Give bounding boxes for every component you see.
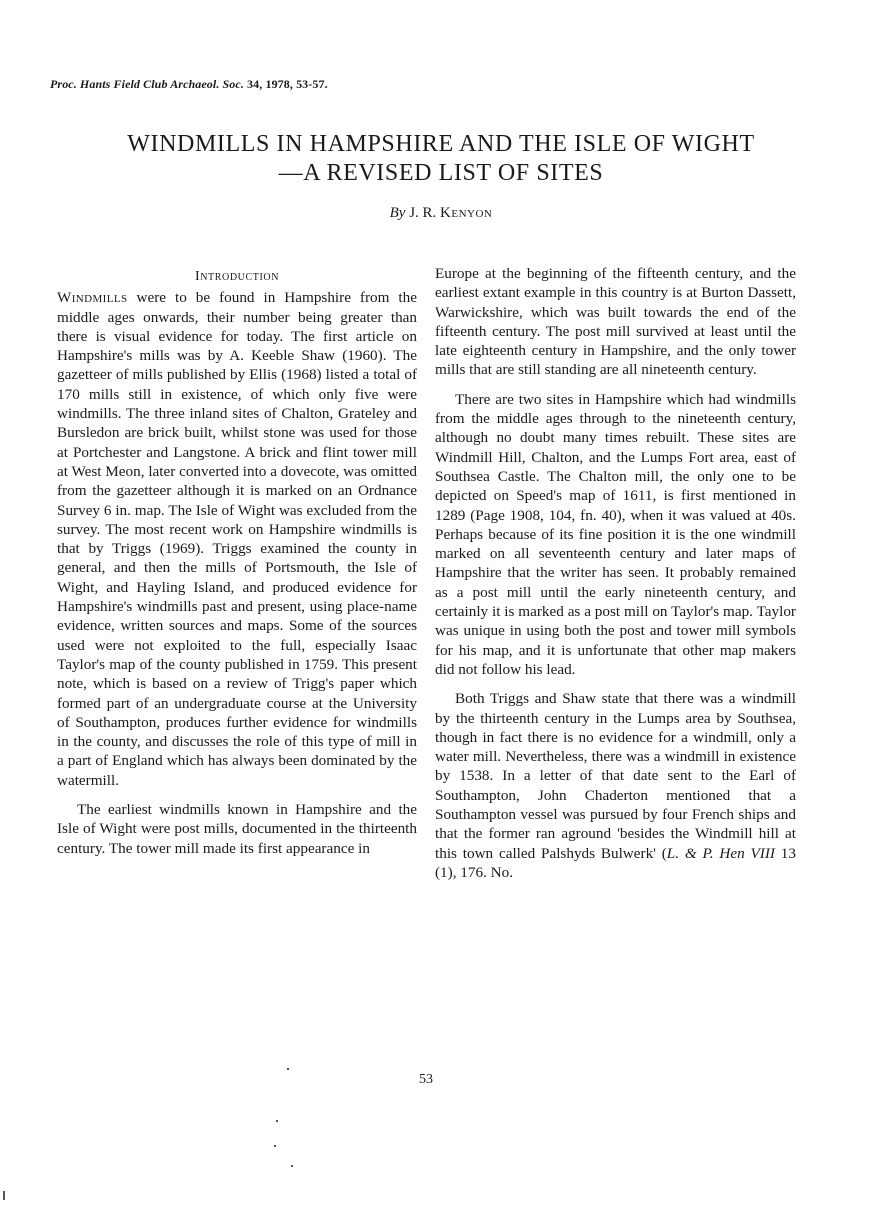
paragraph-earliest-windmills: The earliest windmills known in Hampshire and the Isle of Wight were post mills, documented in the thirteenth century. The tower mill made its first appearance in [57,801,417,857]
right-column [435,264,796,882]
paragraph-tower-mill: Europe at the beginning of the fifteenth century, and the earliest extant example in this country is at Burton Dassett, Warwickshire, which was built towards the end of the fifteenth century. The post mill survived at least until the late eighteenth century in Hampshire, and the only tower mills that are still standing are all nineteenth century. [435,265,796,379]
paragraph-lumps-area [435,689,796,882]
left-column [57,264,417,858]
scan-speck [3,1191,5,1200]
paragraph-text-tail: 13 (1), 176. No. [435,844,796,881]
title-line-1: WINDMILLS IN HAMPSHIRE AND THE ISLE OF WIGHT [127,131,755,157]
source-citation: L. & P. Hen VIII [666,844,775,862]
page-number: 53 [419,1072,433,1087]
author-byline [0,205,882,222]
citation-volume: 34, [247,77,263,91]
section-heading-introduction: Introduction [194,269,280,284]
author-surname: Kenyon [440,205,493,221]
author-initials: J. R. [409,205,437,221]
citation-journal: Proc. Hants Field Club Archaeol. Soc. [50,77,244,91]
title-line-2: —A REVISED LIST OF SITES [278,160,604,186]
byline-by: By [389,205,406,221]
paragraph-introduction [57,288,417,790]
paragraph-lead-word: Windmills [57,289,128,307]
journal-citation [50,77,328,92]
scan-speck [291,1165,293,1167]
paragraph-two-sites: There are two sites in Hampshire which had windmills from the middle ages through to the nineteenth century, although no doubt many times rebuilt. These sites are Windmill Hill, Chalton, and the Lumps Fort area, east of Southsea Castle. The Chalton mill, the only one to be depicted on Speed's map of 1611, is first mentioned in 1289 (Page 1908, 104, fn. 40), when it was valued at 40s. Perhaps because of its fine position it is the one windmill marked on all seventeenth century and later maps of Hampshire that the writer has seen. It probably remained as a post mill until the early nineteenth century, and certainly it is marked as a post mill on Taylor's map. Taylor was unique in using both the post and tower mill symbols for his map, and it is unfortunate that other map makers did not follow his lead. [435,390,796,678]
article-title [30,130,852,188]
citation-pages: 1978, 53-57. [265,77,328,91]
scan-speck [274,1145,276,1147]
scan-speck [287,1068,289,1070]
paragraph-text: were to be found in Hampshire from the middle ages onwards, their number being greater than there is visual evidence for today. The first article on Hampshire's mills was by A. Keeble Shaw (1960). The gazetteer of mills published by Ellis (1968) listed a total of 170 mills still in existence, of which only five were windmills. The three inland sites of Chalton, Grateley and Bursledon are brick built, whilst stone was used for those at Portchester and Langstone. A brick and flint tower mill at West Meon, later converted into a dovecote, was omitted from the gazetteer although it is marked on an Ordnance Survey 6 in. map. The Isle of Wight was excluded from the survey. The most recent work on Hampshire windmills is that by Triggs (1969). Triggs examined the county in general, and then the mills of Portsmouth, the Isle of Wight, and Hayling Island, and produced evidence for Hampshire's windmills past and present, using place-name evidence, written sources and maps. Some of the sources used were not exploited to the full, especially Isaac Taylor's map of the county published in 1759. This present note, which is based on a review of Trigg's paper which formed part of an undergraduate course at the University of Southampton, produces further evidence for windmills in the county, and discusses the role of this type of mill in a part of England which has always been dominated by the watermill. [57,289,417,789]
scan-speck [276,1120,278,1122]
paragraph-text: Both Triggs and Shaw state that there was a windmill by the thirteenth century in the Lumps area by Southsea, though in fact there is no evidence for a windmill, only a water mill. Nevertheless, there was a windmill in existence by 1538. In a letter of that date sent to the Earl of Southampton, John Chaderton mentioned that a Southampton vessel was pursued by four French ships and that the former ran aground 'besides the Windmill hill at this town called Palshyds Bulwerk' ( [435,690,796,862]
